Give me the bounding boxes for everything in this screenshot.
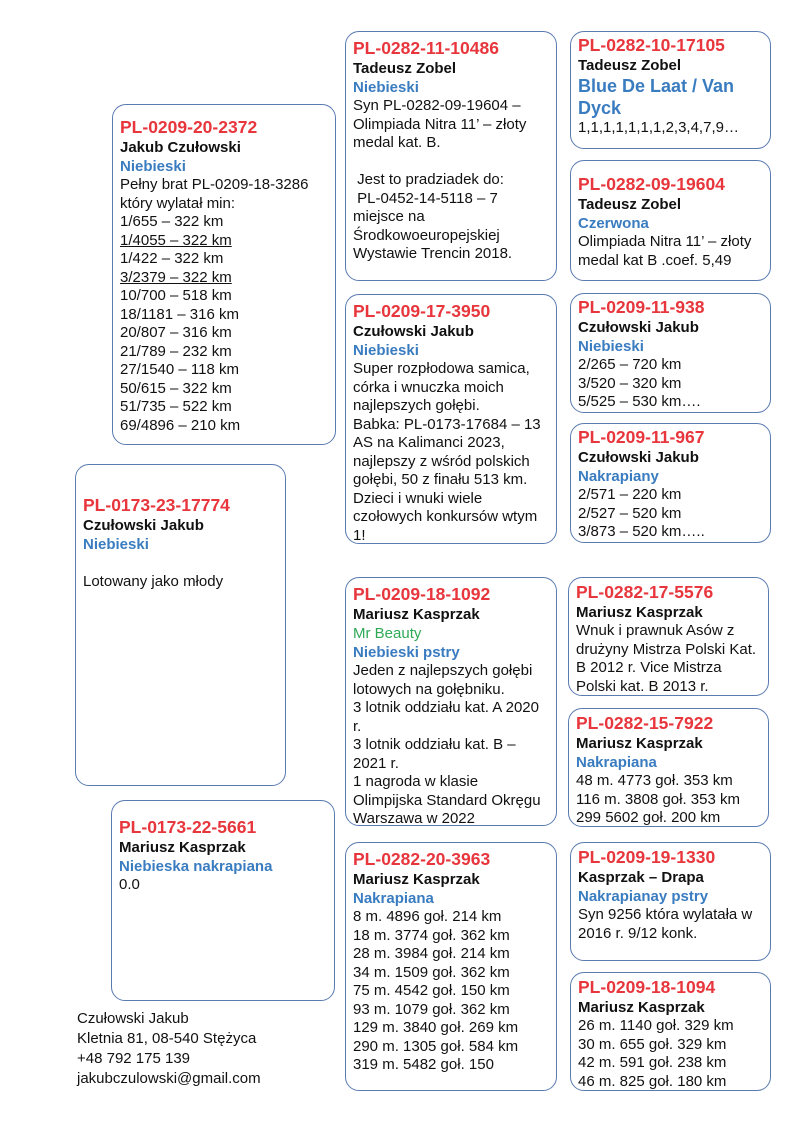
description-line: 18 m. 3774 goł. 362 km (353, 926, 510, 944)
description-line (83, 554, 279, 573)
description-line (353, 153, 550, 172)
description-line: 51/735 – 522 km (120, 398, 232, 415)
description-line: 1/422 – 322 km (120, 250, 224, 267)
pigeon-card (570, 31, 771, 149)
plumage-color: Niebieski (578, 338, 644, 355)
ring-number: PL-0282-09-19604 (578, 174, 725, 194)
owner-name: Czułowski Jakub (83, 517, 204, 534)
pigeon-nickname: Mr Beauty (353, 625, 422, 642)
owner-name: Tadeusz Zobel (578, 196, 682, 213)
pigeon-card (570, 972, 771, 1091)
description-line: 21/789 – 232 km (120, 342, 232, 360)
description-line: 69/4896 – 210 km (120, 416, 241, 434)
description-line: 3 lotnik oddziału kat. A 2020 r. (353, 699, 544, 735)
description-line: 129 m. 3840 goł. 269 km (353, 1019, 519, 1036)
ring-number: PL-0173-22-5661 (119, 817, 257, 837)
ring-number: PL-0209-18-1094 (578, 977, 716, 997)
contact-phone: +48 792 175 139 (77, 1050, 191, 1067)
description-line: 46 m. 825 goł. 180 km (578, 1072, 727, 1090)
description-line: Lotowany jako młody (83, 572, 224, 590)
description-line: 0.0 (119, 876, 140, 893)
plumage-color: Niebieski pstry (353, 644, 460, 661)
description-line: 290 m. 1305 goł. 584 km (353, 1037, 519, 1055)
plumage-color: Nakrapianay pstry (578, 888, 709, 905)
plumage-color: Czerwona (578, 215, 649, 232)
description-line: 3/520 – 320 km (578, 374, 682, 392)
contact-email: jakubczulowski@gmail.com (77, 1070, 261, 1087)
plumage-color: Niebieski (353, 79, 419, 96)
owner-name: Mariusz Kasprzak (119, 839, 246, 856)
description-line: Syn 9256 która wylatała w 2016 r. 9/12 konk. (578, 906, 757, 942)
pigeon-card (345, 31, 557, 281)
pigeon-card (345, 842, 557, 1091)
ring-number: PL-0282-17-5576 (576, 582, 714, 602)
description-line: 93 m. 1079 goł. 362 km (353, 1000, 510, 1018)
ring-number: PL-0209-19-1330 (578, 847, 716, 867)
owner-name: Tadeusz Zobel (353, 60, 457, 77)
description-line: 1 nagroda w klasie Olimpijska Standard Okręgu Warszawa w 2022 (353, 773, 545, 826)
owner-name: Czułowski Jakub (578, 449, 699, 466)
ring-number: PL-0282-15-7922 (576, 713, 714, 733)
description-line: 10/700 – 518 km (120, 287, 232, 304)
description-line: Wnuk i prawnuk Asów z drużyny Mistrza Polski Kat. B 2012 r. Vice Mistrza Polski kat. B 2013 r. (576, 622, 761, 695)
pigeon-card (345, 577, 557, 826)
pigeon-card (75, 464, 286, 786)
plumage-color: Nakrapiany (578, 468, 659, 485)
description-line: 116 m. 3808 goł. 353 km (576, 790, 740, 808)
pigeon-card (112, 104, 336, 445)
description-line: 30 m. 655 goł. 329 km (578, 1035, 727, 1053)
pigeon-card (111, 800, 335, 1001)
pigeon-card (570, 160, 771, 281)
description-line: 27/1540 – 118 km (120, 361, 239, 378)
pigeon-card (570, 842, 771, 961)
ring-number: PL-0173-23-17774 (83, 495, 230, 515)
description-line: 8 m. 4896 goł. 214 km (353, 908, 502, 925)
description-line: 3/873 – 520 km….. (578, 523, 705, 540)
owner-name: Kasprzak – Drapa (578, 869, 704, 886)
description-line: 26 m. 1140 goł. 329 km (578, 1017, 734, 1034)
ring-number: PL-0282-10-17105 (578, 35, 725, 55)
description-line: 42 m. 591 goł. 238 km (578, 1054, 727, 1071)
description-line: Dzieci i wnuki wiele czołowych konkursów wtym 1! (353, 489, 542, 544)
pigeon-card (568, 708, 769, 827)
description-line: 75 m. 4542 goł. 150 km (353, 982, 510, 999)
ring-number: PL-0209-11-967 (578, 427, 705, 447)
pigeon-card (345, 294, 557, 544)
description-line: Syn PL-0282-09-19604 – Olimpiada Nitra 11’ – złoty medal kat. B. (353, 97, 531, 151)
description-line: 2/571 – 220 km (578, 486, 682, 503)
owner-name: Jakub Czułowski (120, 139, 241, 156)
description-line: Super rozpłodowa samica, córka i wnuczka moich najlepszych gołębi. (353, 360, 534, 414)
owner-name: Mariusz Kasprzak (353, 606, 480, 623)
owner-name: Mariusz Kasprzak (353, 871, 480, 888)
description-line: 2/527 – 520 km (578, 504, 682, 522)
description-line: 18/1181 – 316 km (120, 305, 239, 323)
description-line: 48 m. 4773 goł. 353 km (576, 772, 733, 789)
ring-number: PL-0209-11-938 (578, 297, 705, 317)
description-line: 28 m. 3984 goł. 214 km (353, 945, 510, 962)
plumage-color: Nakrapiana (353, 890, 434, 907)
description-line: 319 m. 5482 goł. 150 (353, 1056, 494, 1073)
description-line: Pełny brat PL-0209-18-3286 (120, 176, 309, 193)
contact-address: Kletnia 81, 08-540 Stężyca (77, 1030, 257, 1047)
ring-number: PL-0282-20-3963 (353, 849, 491, 869)
plumage-color: Blue De Laat / Van Dyck (578, 76, 735, 118)
owner-name: Mariusz Kasprzak (576, 735, 703, 752)
description-line: 20/807 – 316 km (120, 324, 232, 341)
contact-name: Czułowski Jakub (77, 1010, 189, 1027)
description-line: 50/615 – 322 km (120, 379, 232, 397)
description-line: Babka: PL-0173-17684 – 13 AS na Kalimanci 2023, najlepszy z wśród polskich gołębi, 50 z finału 513 km. (353, 415, 544, 488)
description-line: 1/655 – 322 km (120, 213, 224, 230)
plumage-color: Niebieski (120, 158, 186, 175)
owner-name: Mariusz Kasprzak (576, 604, 703, 621)
description-line: 3 lotnik oddziału kat. B – 2021 r. (353, 736, 520, 772)
ring-number: PL-0282-11-10486 (353, 38, 499, 58)
ring-number: PL-0209-17-3950 (353, 301, 491, 321)
plumage-color: Niebieski (83, 536, 149, 553)
ring-number: PL-0209-18-1092 (353, 584, 491, 604)
description-line: Olimpiada Nitra 11’ – złoty medal kat B .coef. 5,49 (578, 233, 756, 269)
pigeon-card (568, 577, 769, 696)
pigeon-card (570, 293, 771, 413)
owner-name: Tadeusz Zobel (578, 57, 682, 74)
ring-number: PL-0209-20-2372 (120, 117, 258, 137)
plumage-color: Nakrapiana (576, 754, 657, 771)
owner-name: Mariusz Kasprzak (578, 999, 705, 1016)
description-line: Jest to pradziadek do: (353, 171, 504, 188)
owner-name: Czułowski Jakub (578, 319, 699, 336)
plumage-color: Niebieska nakrapiana (119, 858, 273, 875)
description-line: PL-0452-14-5118 – 7 miejsce na Środkowoeuropejskiej Wystawie Trencin 2018. (353, 189, 513, 262)
contact-info (77, 1009, 261, 1089)
description-line: Jeden z najlepszych gołębi lotowych na gołębniku. (353, 662, 537, 698)
description-line: 3/2379 – 322 km (120, 268, 232, 286)
owner-name: Czułowski Jakub (353, 323, 474, 340)
description-line: który wylatał min: (120, 194, 236, 212)
description-line: 2/265 – 720 km (578, 356, 682, 373)
description-line: 1,1,1,1,1,1,1,2,3,4,7,9… (578, 119, 739, 136)
description-line: 5/525 – 530 km…. (578, 393, 701, 410)
plumage-color: Niebieski (353, 342, 419, 359)
description-line: 1/4055 – 322 km (120, 231, 232, 249)
description-line: 34 m. 1509 goł. 362 km (353, 963, 510, 981)
pigeon-card (570, 423, 771, 543)
description-line: 299 5602 goł. 200 km (576, 809, 721, 826)
